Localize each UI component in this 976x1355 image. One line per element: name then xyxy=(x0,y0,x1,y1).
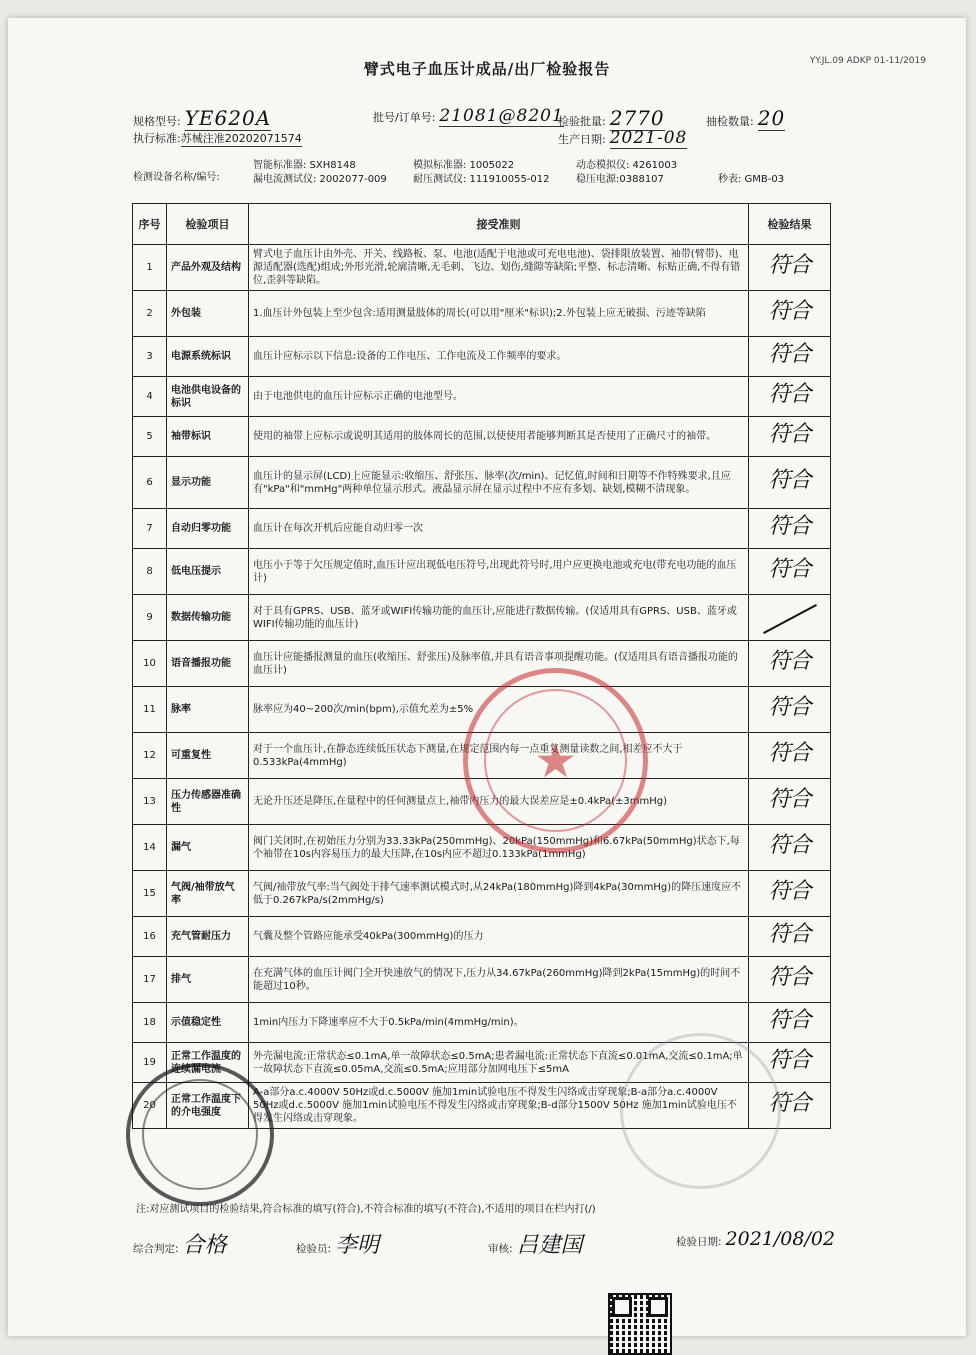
batch-field xyxy=(373,106,564,127)
acceptance-criteria: 使用的袖带上应标示或说明其适用的肢体周长的范围,以使使用者能够判断其是否使用了正确尺寸的袖带。 xyxy=(249,417,749,457)
acceptance-criteria: 1min内压力下降速率应不大于0.5kPa/min(4mmHg/min)。 xyxy=(249,1003,749,1043)
result-signature: 符合 xyxy=(768,695,811,720)
inspection-result xyxy=(749,687,831,733)
inspection-result xyxy=(749,733,831,779)
col-header-item: 检验项目 xyxy=(167,204,249,245)
row-number: 16 xyxy=(133,917,167,957)
equipment-3: 动态模拟仪: 4261003 xyxy=(576,160,678,171)
acceptance-criteria: A-a部分a.c.4000V 50Hz或d.c.5000V 施加1min试验电压不得发生闪络或击穿现象;B-a部分a.c.4000V 50Hz或d.c.5000V 施加1min试验电压不得发生闪络或击穿现象;B-d部分1500V 50Hz 施加1min试验电压不得发生闪络或击穿现象。 xyxy=(249,1083,749,1129)
result-signature: 符合 xyxy=(768,879,811,904)
company-quality-seal xyxy=(463,668,648,853)
table-row xyxy=(133,917,831,957)
inspection-item: 正常工作温度的连续漏电流 xyxy=(167,1043,249,1083)
reviewer-label: 审核: xyxy=(488,1243,513,1255)
row-number: 7 xyxy=(133,509,167,549)
table-row xyxy=(133,871,831,917)
inspection-result xyxy=(749,779,831,825)
standard-label: 执行标准: xyxy=(133,132,181,145)
inspector-field xyxy=(296,1228,379,1259)
model-label: 规格型号: xyxy=(133,115,181,128)
acceptance-criteria: 在充满气体的血压计阀门全开快速放气的情况下,压力从34.67kPa(260mmHg)降到2kPa(15mmHg)的时间不能超过10秒。 xyxy=(249,957,749,1003)
result-signature: 符合 xyxy=(768,468,811,493)
inspection-item: 低电压提示 xyxy=(167,549,249,595)
standard-value: 苏械注准20202071574 xyxy=(180,132,302,145)
row-number: 4 xyxy=(133,377,167,417)
inspection-table xyxy=(132,203,831,1129)
sample-field xyxy=(706,106,785,131)
inspection-item: 排气 xyxy=(167,957,249,1003)
row-number: 13 xyxy=(133,779,167,825)
inspection-date-label: 检验日期: xyxy=(676,1236,722,1248)
inspection-result xyxy=(749,245,831,291)
table-row xyxy=(133,337,831,377)
reviewer-signature: 吕建国 xyxy=(516,1233,583,1258)
row-number: 6 xyxy=(133,457,167,509)
inspection-result xyxy=(749,825,831,871)
inspection-result xyxy=(749,549,831,595)
inspection-result xyxy=(749,457,831,509)
acceptance-criteria: 对于具有GPRS、USB、蓝牙或WIFI传输功能的血压计,应能进行数据传输。(仅适用具有GPRS、USB、蓝牙或WIFI传输功能的血压计) xyxy=(249,595,749,641)
inspector-signature: 李明 xyxy=(335,1233,380,1258)
inspection-item: 外包装 xyxy=(167,291,249,337)
form-code: YY.JL.09 ADKP 01-11/2019 xyxy=(809,56,926,66)
acceptance-criteria: 血压计的显示屏(LCD)上应能显示:收缩压、舒张压、脉率(次/min)、记忆值,时间和日期等不作特殊要求,且应有"kPa"和"mmHg"两种单位显示形式。液晶显示屏在显示过程中不应有多划、缺划,模糊不清现象。 xyxy=(249,457,749,509)
table-row xyxy=(133,957,831,1003)
inspection-result xyxy=(749,291,831,337)
verdict-label: 综合判定: xyxy=(133,1243,179,1255)
production-date-label: 生产日期: xyxy=(558,133,606,146)
row-number: 15 xyxy=(133,871,167,917)
inspection-result xyxy=(749,337,831,377)
result-signature: 符合 xyxy=(768,342,811,367)
acceptance-criteria: 血压计应能播报测量的血压(收缩压、舒张压)及脉率值,并具有语音事项提醒功能。(仅适用具有语音播报功能的血压计) xyxy=(249,641,749,687)
result-signature: 符合 xyxy=(768,299,811,324)
acceptance-criteria: 无论升压还是降压,在量程中的任何测量点上,袖带内压力的最大误差应是±0.4kPa(±3mmHg) xyxy=(249,779,749,825)
result-signature: 符合 xyxy=(768,965,811,990)
not-applicable-mark xyxy=(763,604,817,634)
acceptance-criteria: 脉率应为40~200次/min(bpm),示值允差为±5% xyxy=(249,687,749,733)
acceptance-criteria: 气囊及整个管路应能承受40kPa(300mmHg)的压力 xyxy=(249,917,749,957)
equipment-5: 耐压测试仪: 111910055-012 xyxy=(413,174,550,185)
result-signature: 符合 xyxy=(768,649,811,674)
result-signature: 符合 xyxy=(768,253,811,278)
acceptance-criteria: 外壳漏电流:正常状态≤0.1mA,单一故障状态≤0.5mA;患者漏电流:正常状态下直流≤0.01mA,交流≤0.1mA;单一故障状态下直流≤0.05mA,交流≤0.5mA;应用部分加网电压下≤5mA xyxy=(249,1043,749,1083)
production-date-value: 2021-08 xyxy=(609,128,688,148)
result-signature: 符合 xyxy=(768,1091,811,1116)
result-signature: 符合 xyxy=(768,422,811,447)
result-signature: 符合 xyxy=(768,787,811,812)
table-row xyxy=(133,377,831,417)
inspection-result xyxy=(749,417,831,457)
inspection-item: 压力传感器准确性 xyxy=(167,779,249,825)
acceptance-criteria: 血压计在每次开机后应能自动归零一次 xyxy=(249,509,749,549)
inspection-item: 数据传输功能 xyxy=(167,595,249,641)
standard-field xyxy=(133,130,302,147)
inspection-item: 脉率 xyxy=(167,687,249,733)
table-row xyxy=(133,549,831,595)
acceptance-criteria: 电压小于等于欠压规定值时,血压计应出现低电压符号,出现此符号时,用户应更换电池或充电(带充电功能的血压计) xyxy=(249,549,749,595)
qr-code-icon xyxy=(608,1293,672,1355)
inspection-item: 自动归零功能 xyxy=(167,509,249,549)
inspection-item: 气阀/袖带放气率 xyxy=(167,871,249,917)
table-row xyxy=(133,417,831,457)
row-number: 20 xyxy=(133,1083,167,1129)
acceptance-criteria: 对于一个血压计,在静态连续低压状态下测量,在规定范围内每一点重复测量读数之间,相差应不大于0.533kPa(4mmHg) xyxy=(249,733,749,779)
acceptance-criteria: 血压计应标示以下信息:设备的工作电压、工作电流及工作频率的要求。 xyxy=(249,337,749,377)
col-header-criteria: 接受准则 xyxy=(249,204,749,245)
verdict-field xyxy=(133,1228,227,1259)
reviewer-field xyxy=(488,1228,583,1259)
col-header-no: 序号 xyxy=(133,204,167,245)
batch-value: 21081@8201 xyxy=(439,106,564,126)
result-signature: 符合 xyxy=(768,514,811,539)
seal-star-icon: ★ xyxy=(533,732,578,789)
sample-label: 抽检数量: xyxy=(706,115,754,128)
table-row xyxy=(133,641,831,687)
inspection-item: 可重复性 xyxy=(167,733,249,779)
inspection-date-value: 2021/08/02 xyxy=(725,1228,836,1250)
row-number: 8 xyxy=(133,549,167,595)
acceptance-criteria: 1.血压计外包装上至少包含:适用测量肢体的周长(可以用"厘米"标识);2.外包装上应无破损、污迹等缺陷 xyxy=(249,291,749,337)
row-number: 3 xyxy=(133,337,167,377)
row-number: 5 xyxy=(133,417,167,457)
inspection-result xyxy=(749,1003,831,1043)
table-header-row xyxy=(133,204,831,245)
qty-label: 检验批量: xyxy=(558,115,606,128)
inspection-item: 袖带标识 xyxy=(167,417,249,457)
row-number: 18 xyxy=(133,1003,167,1043)
batch-label: 批号/订单号: xyxy=(373,111,436,124)
acceptance-criteria: 气阀/袖带放气率:当气阀处于排气速率测试模式时,从24kPa(180mmHg)降到4kPa(30mmHg)的降压速度应不低于0.267kPa/s(2mmHg/s) xyxy=(249,871,749,917)
result-signature: 符合 xyxy=(768,1048,811,1073)
inspection-item: 产品外观及结构 xyxy=(167,245,249,291)
inspection-result xyxy=(749,509,831,549)
row-number: 2 xyxy=(133,291,167,337)
table-row xyxy=(133,825,831,871)
col-header-result: 检验结果 xyxy=(749,204,831,245)
acceptance-criteria: 阀门关闭时,在初始压力分别为33.33kPa(250mmHg)、20kPa(150mmHg)和6.67kPa(50mmHg)状态下,每个袖带在10s内容易压力的最大压降,在10s内应不超过0.133kPa(1mmHg) xyxy=(249,825,749,871)
inspection-item: 示值稳定性 xyxy=(167,1003,249,1043)
inspection-date-field xyxy=(676,1228,835,1250)
equipment-7: 秒表: GMB-03 xyxy=(718,174,785,185)
inspection-item: 正常工作温度下的介电强度 xyxy=(167,1083,249,1129)
inspection-item: 电池供电设备的标识 xyxy=(167,377,249,417)
result-signature: 符合 xyxy=(768,741,811,766)
row-number: 17 xyxy=(133,957,167,1003)
inspection-item: 充气管耐压力 xyxy=(167,917,249,957)
equipment-1: 智能标准器: SXH8148 xyxy=(253,160,356,171)
model-field xyxy=(133,106,271,131)
faint-seal xyxy=(620,1033,781,1189)
qc-passed-stamp xyxy=(126,1063,274,1206)
inspection-result xyxy=(749,917,831,957)
equipment-2: 模拟标准器: 1005022 xyxy=(413,160,515,171)
table-row xyxy=(133,509,831,549)
row-number: 12 xyxy=(133,733,167,779)
result-signature: 符合 xyxy=(768,382,811,407)
inspection-item: 显示功能 xyxy=(167,457,249,509)
verdict-value: 合格 xyxy=(182,1233,227,1258)
inspection-item: 电源系统标识 xyxy=(167,337,249,377)
result-signature: 符合 xyxy=(768,833,811,858)
acceptance-criteria: 由于电池供电的血压计应标示正确的电池型号。 xyxy=(249,377,749,417)
inspection-result xyxy=(749,641,831,687)
result-signature: 符合 xyxy=(768,557,811,582)
table-row xyxy=(133,245,831,291)
result-signature: 符合 xyxy=(768,922,811,947)
inspection-item: 漏气 xyxy=(167,825,249,871)
inspection-result xyxy=(749,377,831,417)
equipment-4: 漏电流测试仪: 2002077-009 xyxy=(253,174,387,185)
results-note: 注:对应测试项目的检验结果,符合标准的填写(符合),不符合标准的填写(不符合),不适用的项目在栏内打(/) xyxy=(136,1204,596,1215)
inspection-result xyxy=(749,957,831,1003)
row-number: 9 xyxy=(133,595,167,641)
production-date-field xyxy=(558,128,687,149)
table-row xyxy=(133,595,831,641)
inspector-label: 检验员: xyxy=(296,1243,332,1255)
row-number: 1 xyxy=(133,245,167,291)
equipment-label: 检测设备名称/编号: xyxy=(133,172,220,183)
inspection-result xyxy=(749,871,831,917)
equipment-6: 稳压电源:0388107 xyxy=(576,174,664,185)
row-number: 19 xyxy=(133,1043,167,1083)
table-row xyxy=(133,457,831,509)
row-number: 11 xyxy=(133,687,167,733)
table-row xyxy=(133,291,831,337)
inspection-item: 语音播报功能 xyxy=(167,641,249,687)
report-sheet xyxy=(8,18,966,1336)
report-title: 臂式电子血压计成品/出厂检验报告 xyxy=(363,60,611,78)
acceptance-criteria: 臂式电子血压计由外壳、开关、线路板、泵、电池(适配于电池或可充电电池)、袋排限放装置、袖带(臂带)、电源适配器(选配)组成;外形光滑,轮廓清晰,无毛刺、飞边、划伤,缝隙等缺陷;平整、标志清晰、标贴正确,不得有错位,歪斜等缺陷。 xyxy=(249,245,749,291)
row-number: 10 xyxy=(133,641,167,687)
inspection-result xyxy=(749,595,831,641)
model-value: YE620A xyxy=(184,106,272,130)
result-signature: 符合 xyxy=(768,1008,811,1033)
sample-value: 20 xyxy=(757,106,786,130)
row-number: 14 xyxy=(133,825,167,871)
qty-value: 2770 xyxy=(609,106,665,130)
